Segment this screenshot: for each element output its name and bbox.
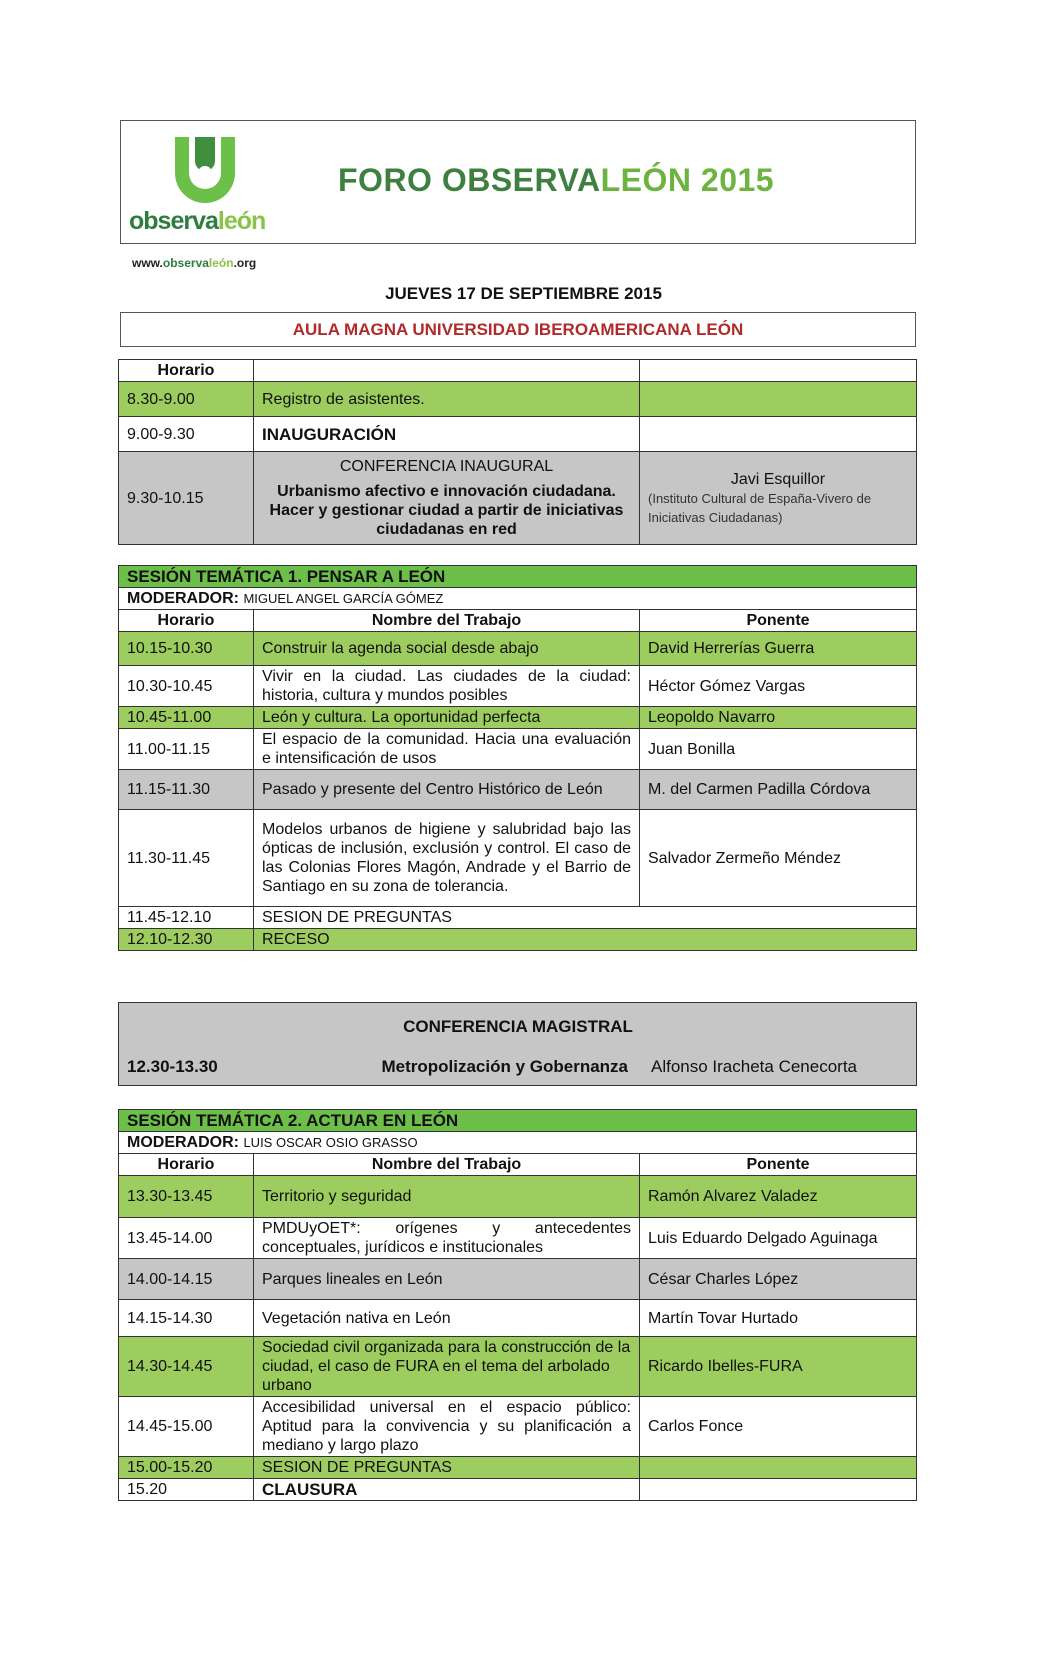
col-trabajo: Nombre del Trabajo [254,1154,640,1176]
event-date: JUEVES 17 DE SEPTIEMBRE 2015 [385,284,662,303]
table-header-row [119,1154,917,1176]
magistral-cell [119,1003,917,1086]
row-title: CLAUSURA [254,1479,640,1501]
row-speaker [640,417,917,452]
row-title: Territorio y seguridad [254,1176,640,1218]
row-time: 14.15-14.30 [119,1300,254,1337]
moderator-name: MIGUEL ANGEL GARCÍA GÓMEZ [243,591,444,606]
row-time: 10.45-11.00 [119,707,254,729]
row-title: INAUGURACIÓN [254,417,640,452]
magistral-time: 12.30-13.30 [127,1057,218,1076]
table-row [119,707,917,729]
row-time: 15.00-15.20 [119,1457,254,1479]
table-row [119,729,917,770]
row-title: Pasado y presente del Centro Histórico de León [254,770,640,810]
observaleon-logo [129,133,269,235]
session2-title: SESIÓN TEMÁTICA 2. ACTUAR EN LEÓN [119,1110,917,1132]
table-row [119,810,917,907]
col-ponente: Ponente [640,610,917,632]
row-time: 11.45-12.10 [119,907,254,929]
col-ponente: Ponente [640,1154,917,1176]
row-speaker: Juan Bonilla [640,729,917,770]
table-row [119,770,917,810]
row-time: 13.30-13.45 [119,1176,254,1218]
row-speaker: Martín Tovar Hurtado [640,1300,917,1337]
table-row [119,1457,917,1479]
website-url[interactable]: www.observaleón.org [132,256,257,270]
table-row [119,1300,917,1337]
session-title-row [119,1110,917,1132]
table-row [119,1176,917,1218]
row-title: El espacio de la comunidad. Hacia una evaluación e intensificación de usos [254,729,640,770]
magistral-heading: CONFERENCIA MAGISTRAL [403,1017,633,1036]
row-speaker: M. del Carmen Padilla Córdova [640,770,917,810]
opening-table [118,359,917,545]
row-title: Vivir en la ciudad. Las ciudades de la ciudad: historia, cultura y mundos posibles [254,666,640,707]
moderator-row [119,1132,917,1154]
magistral-speaker: Alfonso Iracheta Cenecorta [651,1057,858,1076]
magistral-row [119,1003,917,1086]
table-row [119,417,917,452]
table-header-row [119,610,917,632]
moderator-cell [119,588,917,610]
table-row [119,632,917,666]
row-title: Sociedad civil organizada para la construcción de la ciudad, el caso de FURA en el tema del arbolado urbano [254,1337,640,1397]
magistral-table [118,1002,917,1086]
logo-wordmark: observaleón [129,207,266,235]
row-speaker: Luis Eduardo Delgado Aguinaga [640,1218,917,1259]
row-time: 14.45-15.00 [119,1397,254,1457]
keynote-title: Urbanismo afectivo e innovación ciudadana. Hacer y gestionar ciudad a partir de iniciativas ciudadanas en red [269,483,624,538]
row-time: 14.30-14.45 [119,1337,254,1397]
table-row [119,382,917,417]
row-time: 13.45-14.00 [119,1218,254,1259]
moderator-cell [119,1132,917,1154]
row-speaker: David Herrerías Guerra [640,632,917,666]
row-speaker [640,1479,917,1501]
row-time: 11.15-11.30 [119,770,254,810]
keynote-speaker: Javi Esquillor [730,470,826,488]
table-row [119,1397,917,1457]
session1-table [118,565,917,951]
table-row [119,907,917,929]
moderator-label: MODERADOR: [127,590,239,607]
row-speaker: Ricardo Ibelles-FURA [640,1337,917,1397]
moderator-name: LUIS OSCAR OSIO GRASSO [243,1135,418,1150]
row-title: SESION DE PREGUNTAS [254,1457,640,1479]
session1-title: SESIÓN TEMÁTICA 1. PENSAR A LEÓN [119,566,917,588]
col-horario: Horario [119,610,254,632]
event-venue: AULA MAGNA UNIVERSIDAD IBEROAMERICANA LEÓN [120,312,916,347]
keynote-heading: CONFERENCIA INAUGURAL [339,458,554,475]
col-trabajo: Nombre del Trabajo [254,610,640,632]
row-title: Construir la agenda social desde abajo [254,632,640,666]
row-speaker [640,1457,917,1479]
table-row [119,1218,917,1259]
row-time: 10.15-10.30 [119,632,254,666]
row-time: 10.30-10.45 [119,666,254,707]
row-time: 9.00-9.30 [119,417,254,452]
row-title: PMDUyOET*: orígenes y antecedentes conceptuales, jurídicos e institucionales [254,1218,640,1259]
row-time: 8.30-9.00 [119,382,254,417]
row-speaker [640,382,917,417]
col-horario: Horario [119,1154,254,1176]
table-header-row [119,360,917,382]
page-title: FORO OBSERVALEÓN 2015 [338,162,775,198]
session-title-row [119,566,917,588]
row-title: Registro de asistentes. [254,382,640,417]
row-title: Vegetación nativa en León [254,1300,640,1337]
row-speaker: Salvador Zermeño Méndez [640,810,917,907]
row-time: 11.30-11.45 [119,810,254,907]
keynote-time: 9.30-10.15 [119,452,254,545]
table-row [119,1259,917,1300]
row-speaker: Carlos Fonce [640,1397,917,1457]
moderator-label: MODERADOR: [127,1134,239,1151]
logo-mark-icon [129,133,279,211]
keynote-cell [254,452,640,545]
keynote-affiliation: (Instituto Cultural de España-Vivero de Iniciativas Ciudadanas) [648,490,872,525]
row-title: Parques lineales en León [254,1259,640,1300]
table-row [119,1337,917,1397]
moderator-row [119,588,917,610]
row-speaker: Héctor Gómez Vargas [640,666,917,707]
row-time: 15.20 [119,1479,254,1501]
row-time: 14.00-14.15 [119,1259,254,1300]
row-title: León y cultura. La oportunidad perfecta [254,707,640,729]
row-speaker: Leopoldo Navarro [640,707,917,729]
magistral-title: Metropolización y Gobernanza [381,1057,629,1076]
table-row [119,1479,917,1501]
row-time: 11.00-11.15 [119,729,254,770]
session2-table [118,1109,917,1501]
table-row [119,929,917,951]
row-time: 12.10-12.30 [119,929,254,951]
keynote-speaker-cell [640,452,917,545]
row-speaker: César Charles López [640,1259,917,1300]
row-title: RECESO [254,929,917,951]
col-horario: Horario [119,360,254,382]
row-title: Modelos urbanos de higiene y salubridad bajo las ópticas de inclusión, exclusión y control. El caso de las Colonias Flores Magón, Andrade y el Barrio de Santiago en su zona de tolerancia. [254,810,640,907]
table-row [119,666,917,707]
row-speaker: Ramón Alvarez Valadez [640,1176,917,1218]
row-title: Accesibilidad universal en el espacio público: Aptitud para la convivencia y su planificación a mediano y largo plazo [254,1397,640,1457]
keynote-row [119,452,917,545]
row-title: SESION DE PREGUNTAS [254,907,917,929]
